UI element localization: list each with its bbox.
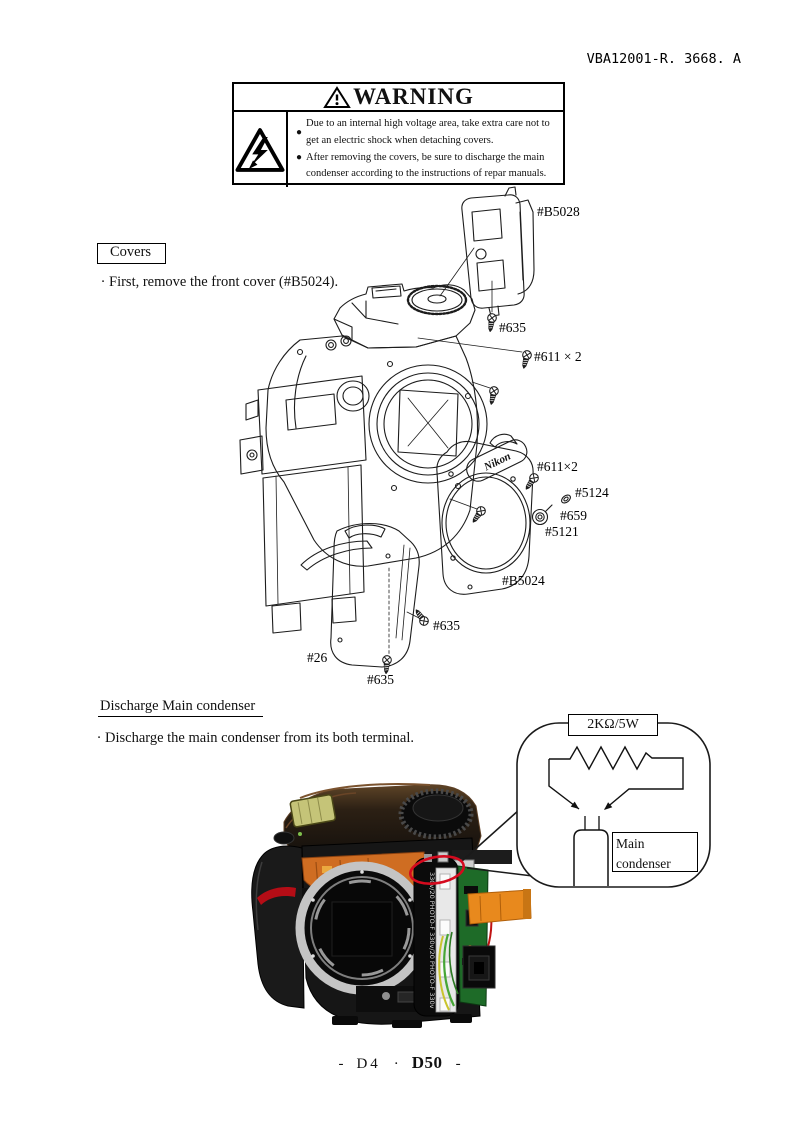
warning-item-text: Due to an internal high voltage area, take extra care not to get an electric shock when detaching covers. <box>306 118 550 146</box>
part-label-26: #26 <box>307 650 328 665</box>
part-label-611x2-front: #611×2 <box>537 459 578 474</box>
footer-model-d4: D4 <box>356 1056 381 1072</box>
part-label-635-top: #635 <box>499 320 526 335</box>
main-condenser-label-box <box>612 832 698 872</box>
part-label-635-side: #635 <box>433 618 460 633</box>
part-label-b5028: #B5028 <box>537 204 580 219</box>
part-label-b5024: #B5024 <box>502 573 545 588</box>
doc-code: VBA12001-R. 3668. A <box>586 51 741 67</box>
part-label-5124: #5124 <box>575 485 609 500</box>
step-bullet: · <box>100 274 106 290</box>
footer-dash-right: - <box>455 1056 461 1072</box>
bullet-dot: ● <box>296 151 303 163</box>
main-condenser-line1: Main <box>616 836 645 851</box>
discharge-heading: Discharge Main condenser <box>98 698 263 717</box>
main-condenser-line2: condenser <box>616 855 671 871</box>
discharge-step-text: Discharge the main condenser from its both terminal. <box>105 730 414 746</box>
footer-model-d50: D50 <box>411 1053 443 1072</box>
discharge-step <box>93 730 414 747</box>
warning-title: WARNING <box>353 84 474 109</box>
covers-heading: Covers <box>97 243 166 264</box>
footer-separator-dot: · <box>393 1056 399 1072</box>
step-bullet: · <box>96 730 102 746</box>
nikon-logo-text: Nikon <box>482 450 513 474</box>
bullet-dot: ● <box>296 126 303 138</box>
part-label-635-bottom: #635 <box>367 672 394 687</box>
capacitor-marking: 330v/20 PHOTO-F 330v/20 PHOTO-F 330v <box>428 872 436 1009</box>
footer-dash-left: - <box>338 1056 344 1072</box>
warning-item-text: After removing the covers, be sure to discharge the main condenser according to the instructions of repar manuals. <box>306 151 547 180</box>
part-label-5121: #5121 <box>545 524 579 539</box>
part-label-611x2-top: #611 × 2 <box>534 349 582 364</box>
part-label-659: #659 <box>560 508 587 523</box>
resistor-value-box: 2KΩ/5W <box>568 714 658 736</box>
covers-step-text: First, remove the front cover (#B5024). <box>109 274 339 290</box>
page-footer <box>0 1053 799 1073</box>
